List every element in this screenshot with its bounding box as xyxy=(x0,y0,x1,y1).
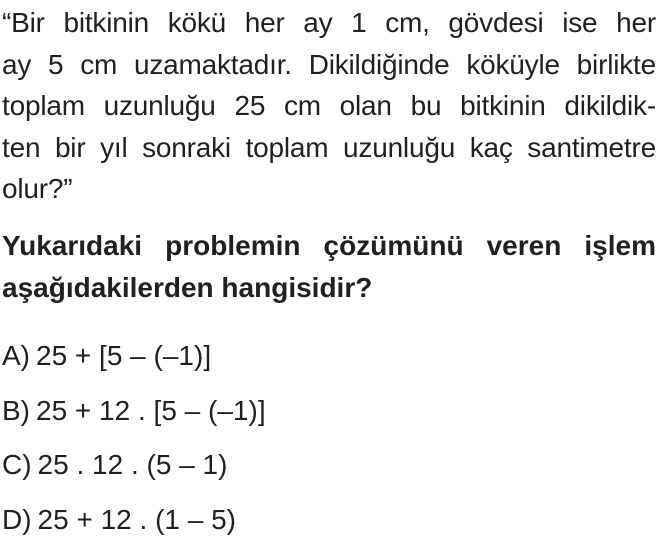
option-letter: D) xyxy=(2,500,32,540)
question-line: toplam uzunluğu 25 cm olan bu bitkinin dikildik- xyxy=(2,85,656,127)
option-letter: A) xyxy=(2,336,30,376)
option-expression: 25 . 12 . (5 – 1) xyxy=(38,445,228,485)
prompt-line: aşağıdakilerden hangisidir? xyxy=(2,267,656,309)
answer-options xyxy=(2,336,642,554)
option-expression: 25 + 12 . (1 – 5) xyxy=(38,500,236,540)
question-line: olur?” xyxy=(2,168,656,210)
option-d[interactable] xyxy=(2,500,642,554)
question-line: ay 5 cm uzamaktadır. Dikildiğinde köküyle birlikte xyxy=(2,44,656,86)
option-letter: B) xyxy=(2,391,30,431)
option-expression: 25 + [5 – (–1)] xyxy=(36,336,211,376)
option-letter: C) xyxy=(2,445,32,485)
prompt-line: Yukarıdaki problemin çözümünü veren işlem xyxy=(2,225,656,267)
question-line: “Bir bitkinin kökü her ay 1 cm, gövdesi ise her xyxy=(2,2,656,44)
question-line: ten bir yıl sonraki toplam uzunluğu kaç santimetre xyxy=(2,127,656,169)
option-a[interactable] xyxy=(2,336,642,391)
option-expression: 25 + 12 . [5 – (–1)] xyxy=(36,391,266,431)
question-text xyxy=(2,2,656,210)
option-b[interactable] xyxy=(2,391,642,446)
option-c[interactable] xyxy=(2,445,642,500)
question-prompt xyxy=(2,225,656,308)
